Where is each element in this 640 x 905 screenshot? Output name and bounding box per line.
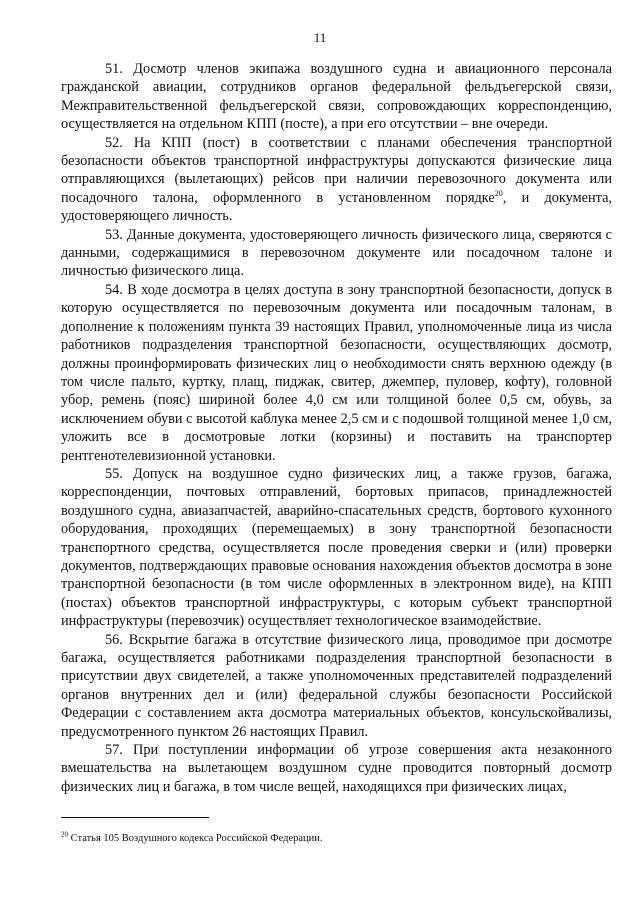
paragraph-text: Данные документа, удостоверяющего личность физического лица, сверяются с данными, содержащимися в перевозочном документе или посадочном талоне и личностью физического лица. — [61, 226, 613, 280]
paragraph-number: 57. — [105, 742, 123, 759]
paragraph-56 — [61, 631, 612, 741]
paragraph-53 — [61, 226, 612, 281]
paragraph-text: Вскрытие багажа в отсутствие физического лица, проводимое при досмотре багажа, осуществляется работниками подразделения транспортной безопасности в присутствии двух свидетелей, а также уполномоченных представителей подразделений органов внутренних дел и (или) федеральной службы безопасности Российской Федерации с составлением акта досмотра материальных объектов, консульскойвализы, предусмотренного пунктом 26 настоящих Правил. — [61, 631, 612, 740]
paragraph-55 — [61, 465, 612, 631]
paragraph-text: Досмотр членов экипажа воздушного судна и авиационного персонала гражданской авиации, сотрудников органов федеральной фельдъегерской связи, Межправительственной фельдъегерской связи, сопровождающих корреспонденцию, осуществляется на отдельном КПП (посте), а при его отсутствии – вне очереди. — [61, 61, 612, 133]
paragraph-text: На КПП (пост) в соответствии с планами обеспечения транспортной безопасности объектов транспортной инфраструктуры допускаются физические лица отправляющихся (вылетающих) рейсов при наличии перевозочного документа или посадочного талона, оформленного в установленном порядке — [61, 134, 612, 206]
page-number: 11 — [313, 30, 327, 45]
paragraph-number: 53. — [105, 226, 123, 243]
paragraph-number: 52. — [105, 134, 123, 151]
paragraph-number: 51. — [105, 61, 123, 77]
footnote-reference: 20 — [494, 189, 503, 199]
footnote-marker: 20 — [61, 830, 68, 839]
footnote — [61, 832, 612, 845]
paragraph-57 — [61, 741, 612, 796]
document-body — [61, 60, 612, 796]
footnote-text: Статья 105 Воздушного кодекса Российской Федерации. — [70, 833, 323, 844]
paragraph-text: Допуск на воздушное судно физических лиц, а также грузов, багажа, корреспонденции, почтовых отправлений, бортовых припасов, принадлежностей воздушного судна, авиазапчастей, аварийно-спасательных средств, бортового кухонного оборудования, проходящих (перемещаемых) в зону транспортной безопасности транспортного средства, осуществляется после проведения сверки и (или) проверки документов, подтверждающих правовые основания нахождения объектов досмотра в зоне транспортной безопасности (в том числе оформленных в электронном виде), на КПП (постах) объектов транспортной инфраструктуры, с которым субъект транспортной инфраструктуры (перевозчик) осуществляет технологическое взаимодействие. — [61, 465, 612, 630]
paragraph-51 — [61, 60, 612, 134]
paragraph-text-continued: , и документа, удостоверяющего личность. — [61, 189, 612, 225]
paragraph-text: При поступлении информации об угрозе совершения акта незаконного вмешательства на вылетающем воздушном судне проводится повторный досмотр физических лиц и багажа, в том числе вещей, находящихся при физических лицах, — [61, 742, 612, 795]
paragraph-number: 56. — [105, 631, 123, 648]
paragraph-52 — [61, 134, 612, 226]
paragraph-number: 55. — [105, 465, 123, 482]
footnote-divider — [61, 817, 209, 818]
paragraph-text: В ходе досмотра в целях доступа в зону транспортной безопасности, допуск в которую осуществляется по перевозочным документа или посадочным талонам, в дополнение к положениям пункта 39 настоящих Правил, уполномоченные лица из числа работников подразделения транспортной безопасности, осуществляющих досмотр, должны проинформировать физических лиц о необходимости снять верхнюю одежду (в том числе пальто, куртку, плащ, пиджак, свитер, джемпер, пуловер, кофту), головной убор, ремень (пояс) шириной более 4,0 см или толщиной более 0,5 см, обувь, за исключением обуви с высотой каблука менее 2,5 см и с подошвой толщиной менее 1,0 см, уложить все в досмотровые лотки (корзины) и поставить на транспортер рентгенотелевизионной установки. — [61, 281, 612, 464]
paragraph-number: 54. — [105, 281, 123, 298]
paragraph-54 — [61, 281, 612, 465]
